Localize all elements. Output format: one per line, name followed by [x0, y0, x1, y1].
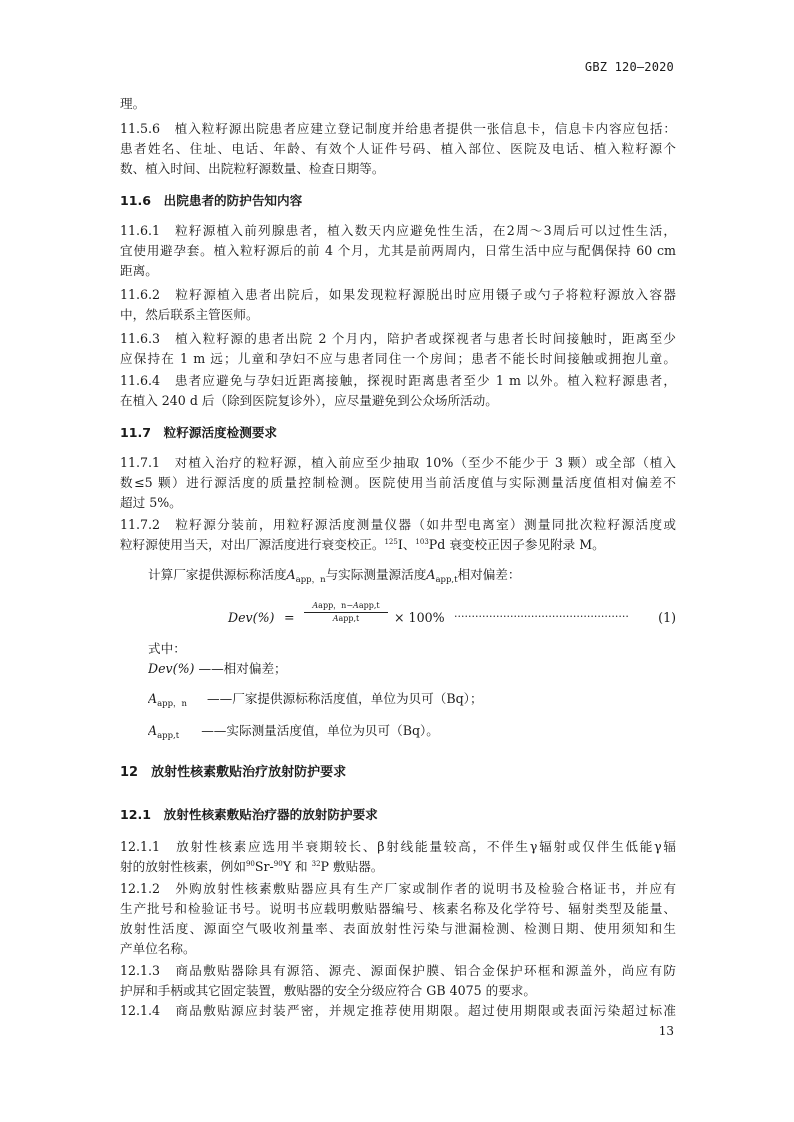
definition-a-app-t: $A_{app,t}$ ——实际测量活度值，单位为贝可（Bq）。: [148, 723, 439, 741]
clause-11-7-1: 11.7.1 对植入治疗的粒籽源，植入前应至少抽取 10%（至少不能少于 3 颗）或全部（植入: [120, 455, 676, 470]
clause-12-1-4: 12.1.4 商品敷贴源应封装严密，并规定推荐使用期限。超过使用期限或表面污染超过标准: [120, 1003, 676, 1018]
clause-12-1-3: 12.1.3 商品敷贴器除具有源箔、源壳、源面保护膜、铝合金保护环框和源盖外，尚应有防: [120, 963, 676, 978]
definition-a-app-n: $A_{app,n}$ ——厂家提供源标称活度值，单位为贝可（Bq）；: [148, 691, 483, 709]
paragraph-line: 患者姓名、住址、电话、年龄、有效个人证件号码、植入部位、医院及电话、植入粒籽源个: [120, 141, 676, 156]
standard-number: GBZ 120—2020: [584, 60, 674, 74]
paragraph-line: 放射性活度、源面空气吸收剂量率、表面放射性污染与泄漏检测、检测日期、使用须知和生: [120, 921, 676, 936]
formula-lhs: Dev(%): [228, 610, 275, 625]
section-heading-11-7: 11.7 粒籽源活度检测要求: [120, 425, 278, 440]
paragraph-line: 生产批号和检验证书号。说明书应载明敷贴器编号、核素名称及化学符号、辐射类型及能量、: [120, 901, 676, 916]
paragraph-line: 距离。: [120, 263, 158, 278]
paragraph-line: 在植入 240 d 后（除到医院复诊外），应尽量避免到公众场所活动。: [120, 393, 498, 408]
paragraph-line: 数≤5 颗）进行源活度的质量控制检测。医院使用当前活度值与实际测量活度值相对偏差不: [120, 475, 676, 490]
paragraph-line: 理。: [120, 96, 146, 111]
section-heading-12-1: 12.1 放射性核素敷贴治疗器的放射防护要求: [120, 807, 378, 822]
page-number: 13: [658, 1024, 674, 1038]
fraction-numerator: Aapp，n−Aapp,t: [304, 600, 388, 613]
clause-11-6-3: 11.6.3 植入粒籽源的患者出院 2 个月内，陪护者或探视者与患者长时间接触时，距离至少: [120, 331, 676, 346]
clause-12-1-1: 12.1.1 放射性核素应选用半衰期较长、β射线能量较高，不伴生γ辐射或仅伴生低能γ辐: [120, 839, 676, 854]
paragraph-line: 宜使用避孕套。植入粒籽源后的前 4 个月，尤其是前两周内，日常生活中应与配偶保持 60 cm: [120, 243, 676, 258]
paragraph-line: 产单位名称。: [120, 941, 196, 956]
chapter-heading-12: 12 放射性核素敷贴治疗放射防护要求: [120, 765, 347, 780]
formula-intro: 计算厂家提供源标称活度$A_{app,n}$与实际测量源活度$A_{app,t}$相对偏差：: [148, 567, 521, 585]
paragraph-line: 应保持在 1 m 远；儿童和孕妇不应与患者同住一个房间；患者不能长时间接触或拥抱儿童。: [120, 351, 676, 366]
paragraph-line: 超过 5%。: [120, 495, 182, 510]
clause-12-1-2: 12.1.2 外购放射性核素敷贴器应具有生产厂家或制作者的说明书及检验合格证书，并应有: [120, 881, 676, 896]
clause-11-6-2: 11.6.2 粒籽源植入患者出院后，如果发现粒籽源脱出时应用镊子或勺子将粒籽源放入容器: [120, 287, 676, 302]
clause-11-6-1: 11.6.1 粒籽源植入前列腺患者，植入数天内应避免性生活，在2周～3周后可以过性生活，: [120, 223, 676, 238]
paragraph-line: 护屏和手柄或其它固定装置，敷贴器的安全分级应符合 GB 4075 的要求。: [120, 983, 536, 998]
equation-number: (1): [658, 610, 676, 625]
formula-1: [228, 600, 676, 636]
paragraph-line: 射的放射性核素，例如$^{90}$Sr-$^{90}$Y 和 $^{32}$P 敷贴器。: [120, 859, 384, 874]
definition-dev: Dev(%) ——相对偏差；: [148, 661, 287, 676]
where-label: 式中：: [148, 641, 186, 656]
paragraph-line: 数、植入时间、出院粒籽源数量、检查日期等。: [120, 161, 385, 176]
formula-equals: =: [284, 610, 295, 625]
formula-times: × 100%: [394, 610, 445, 625]
fraction-denominator: Aapp,t: [332, 614, 360, 623]
clause-11-7-2: 11.7.2 粒籽源分装前，用粒籽源活度测量仪器（如井型电离室）测量同批次粒籽源活度或: [120, 517, 676, 532]
paragraph-line: 粒籽源使用当天，对出厂源活度进行衰变校正。$^{125}$I、$^{103}$Pd 衰变校正因子参见附录 M。: [120, 537, 605, 552]
section-heading-11-6: 11.6 出院患者的防护告知内容: [120, 193, 303, 208]
formula-fraction: [304, 600, 388, 623]
clause-11-5-6: 11.5.6 植入粒籽源出院患者应建立登记制度并给患者提供一张信息卡，信息卡内容应包括：: [120, 121, 676, 136]
formula-leader-dots: ··················································: [454, 610, 629, 623]
paragraph-line: 中，然后联系主管医师。: [120, 307, 259, 322]
clause-11-6-4: 11.6.4 患者应避免与孕妇近距离接触，探视时距离患者至少 1 m 以外。植入粒籽源患者，: [120, 373, 676, 388]
